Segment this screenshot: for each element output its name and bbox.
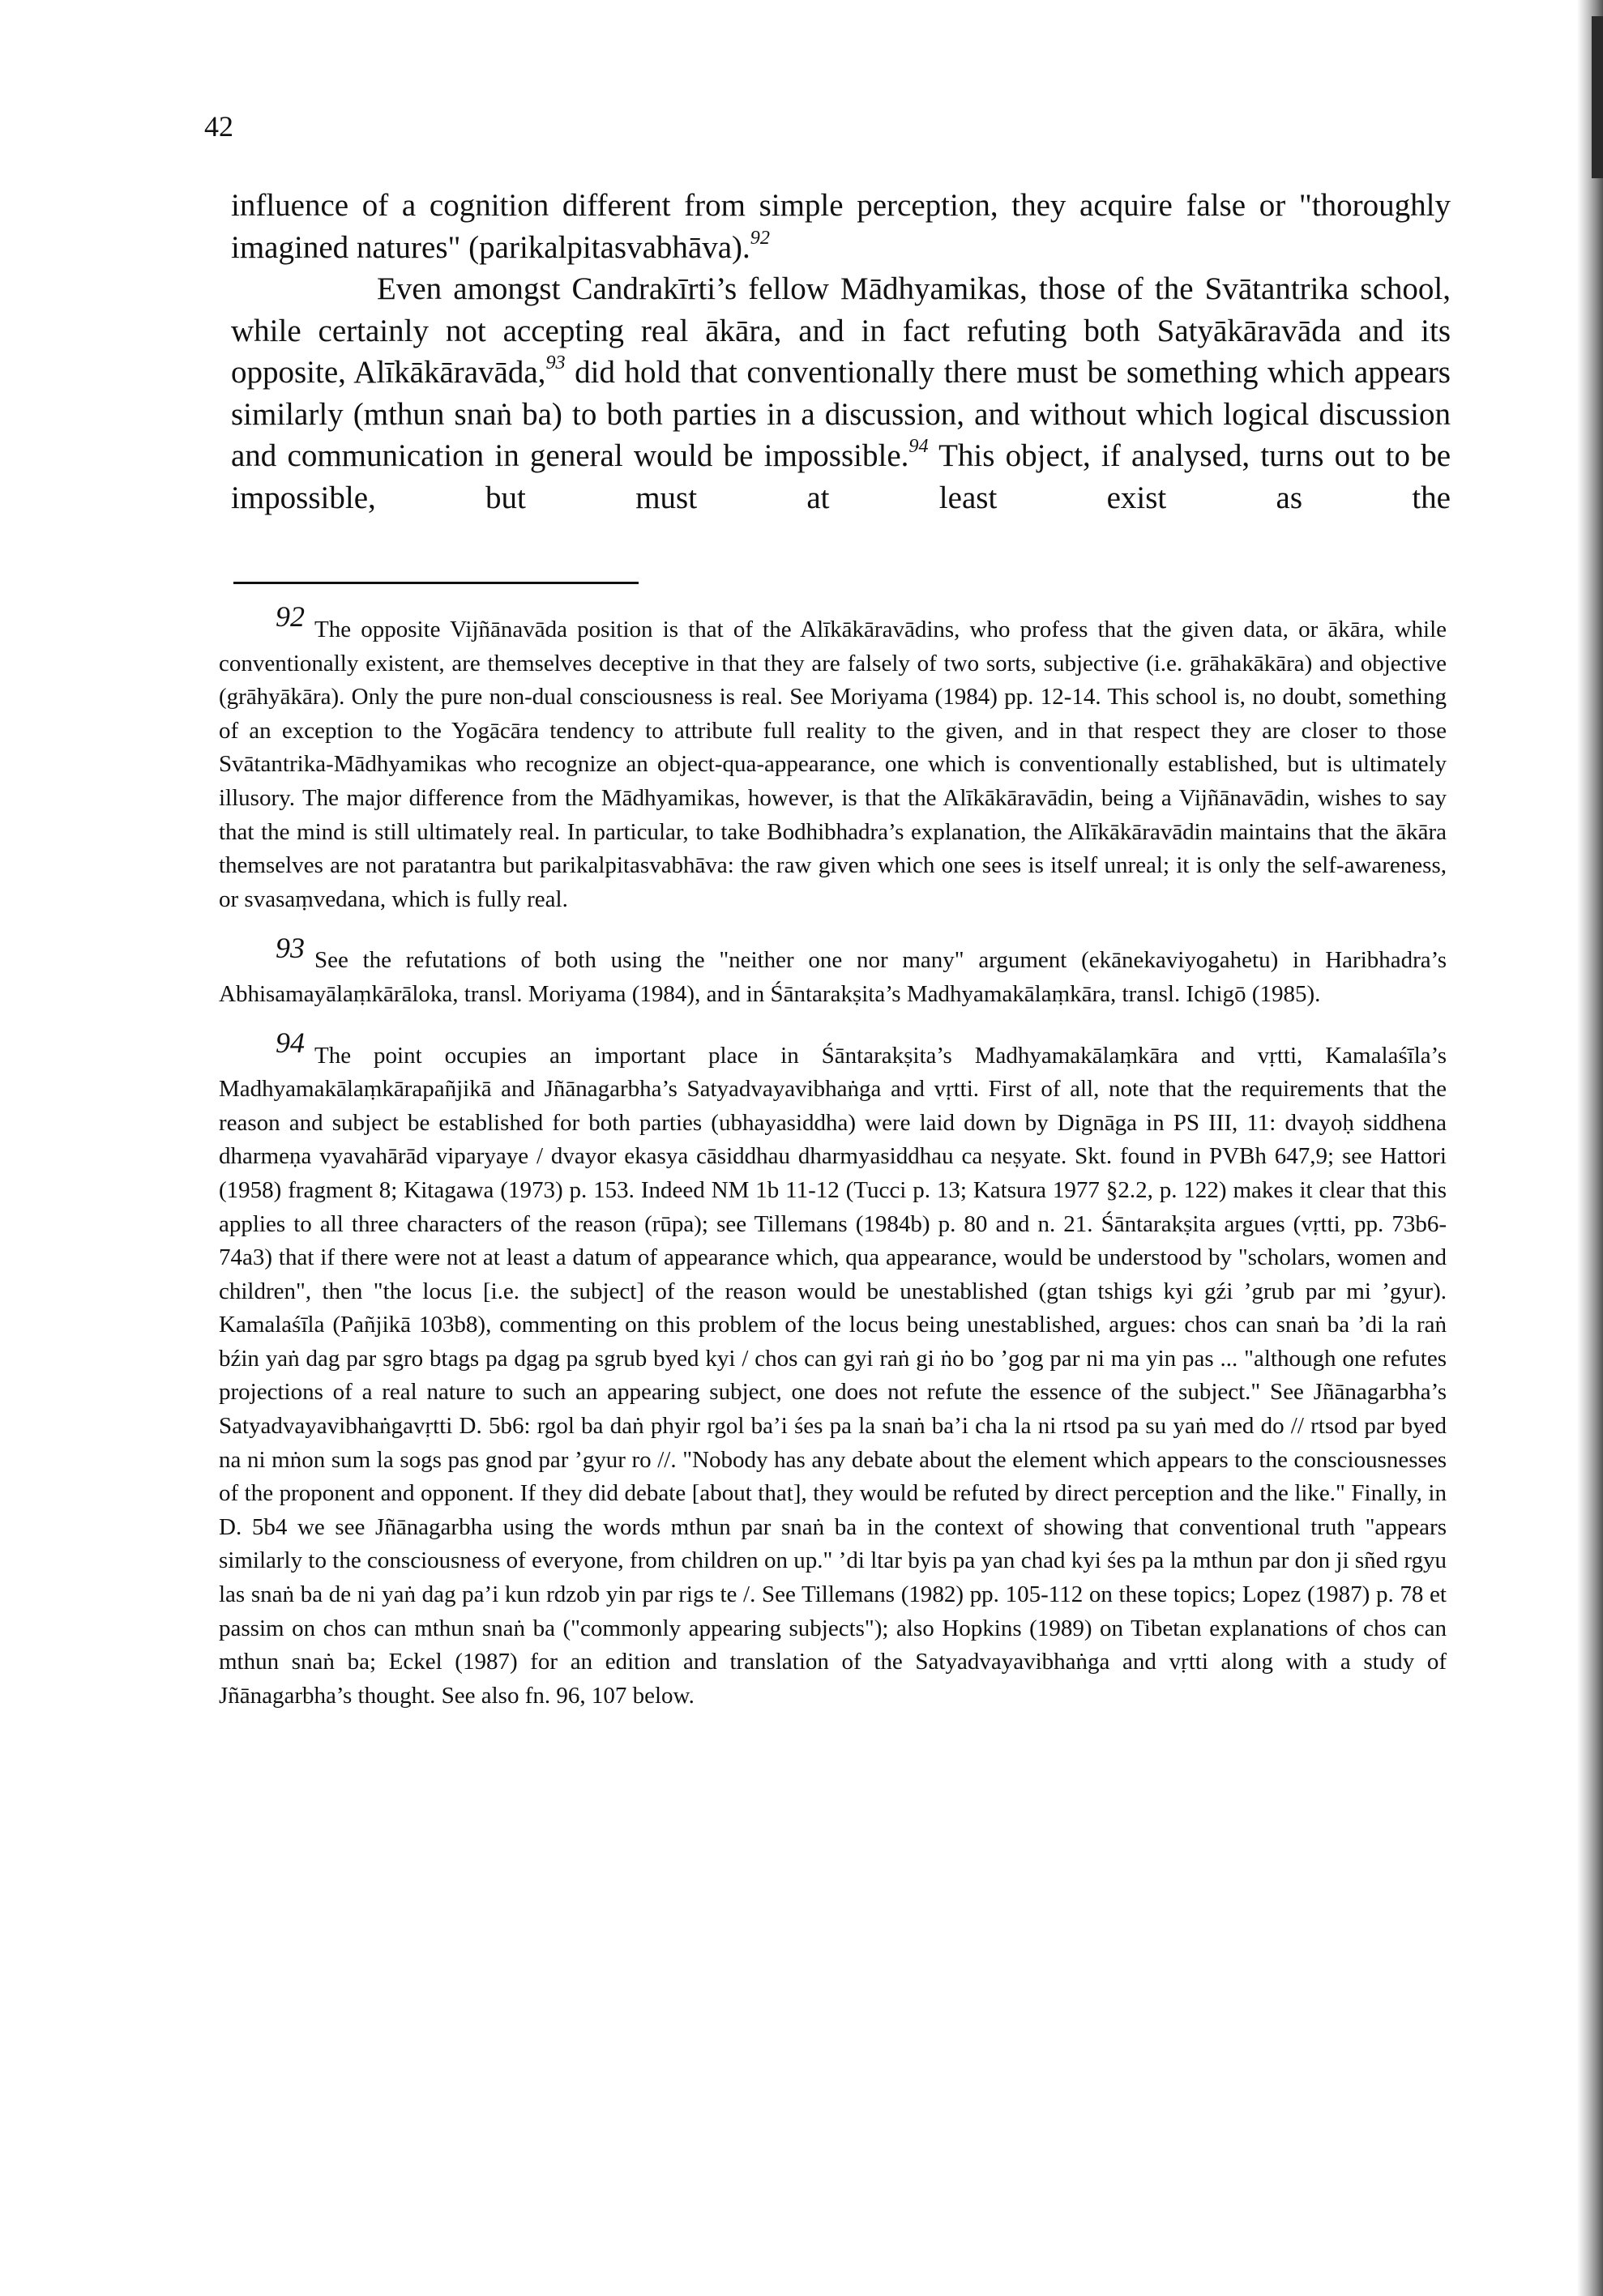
paragraph-2 [231, 268, 1451, 519]
footnote-number: 94 [276, 1026, 305, 1059]
paragraph-2-text-a: Even amongst Candrakīrti’s fellow Mādhyamikas, those of the Svātantrika school, while certainly not accepting real ākāra, and in fact refuting both Satyākāravāda and its opposite, Alīkākāravāda, [231, 271, 1451, 390]
footnote-92 [219, 600, 1447, 916]
paragraph-2-text-b: did hold that conventionally there must be something which appears similarly (mthun snaṅ ba) to both parties in a discussion, and without which logical discussion and communication in general would be impossible. [231, 355, 1451, 473]
footnote-ref-92: 92 [750, 226, 770, 249]
footnote-number: 93 [276, 931, 305, 964]
paragraph-1 [231, 185, 1451, 268]
footnote-ref-93: 93 [545, 352, 566, 374]
footnotes [219, 600, 1447, 1740]
main-text [231, 185, 1451, 519]
scan-edge-shadow [1577, 0, 1603, 2296]
footnote-93 [219, 931, 1447, 1011]
scan-edge-mark [1592, 16, 1603, 178]
footnote-text: See the refutations of both using the "neither one nor many" argument (ekānekaviyogahetu) in Haribhadra’s Abhisamayālaṃkārāloka, transl. Moriyama (1984), and in Śāntarakṣita’s Madhyamakālaṃkāra, transl. Ichigō (1985). [219, 947, 1447, 1007]
paragraph-1-text: influence of a cognition different from simple perception, they acquire false or "thoroughly imagined natures" (parikalpitasvabhāva). [231, 188, 1451, 265]
footnote-text: The point occupies an important place in Śāntarakṣita’s Madhyamakālaṃkāra and vṛtti, Kamalaśīla’s Madhyamakālaṃkārapañjikā and Jñānagarbha’s Satyadvayavibhaṅga and vṛtti. First of all, note that the requirements that the reason and subject be established for both parties (ubhayasiddha) were laid down by Dignāga in PS III, 11: dvayoḥ siddhena dharmeṇa vyavahārād viparyaye / dvayor ekasya cāsiddhau dharmyasiddhau ca neṣyate. Skt. found in PVBh 647,9; see Hattori (1958) fragment 8; Kitagawa (1973) p. 153. Indeed NM 1b 11-12 (Tucci p. 13; Katsura 1977 §2.2, p. 122) makes it clear that this applies to all three characters of the reason (rūpa); see Tillemans (1984b) p. 80 and n. 21. Śāntarakṣita argues (vṛtti, pp. 73b6-74a3) that if there were not at least a datum of appearance which, qua appearance, would be understood by "scholars, women and children", then "the locus [i.e. the subject] of the reason would be unestablished (gtan tshigs kyi gźi ’grub par mi ’gyur). Kamalaśīla (Pañjikā 103b8), commenting on this problem of the locus being unestablished, argues: chos can snaṅ ba ’di la raṅ bźin yaṅ dag par sgro btags pa dgag pa sgrub byed kyi / chos can gyi raṅ gi ṅo bo ’gog par ni ma yin pas ... "although one refutes projections of a real nature to such an appearing subject, one does not refute the essence of the subject." See Jñānagarbha’s Satyadvayavibhaṅgavṛtti D. 5b6: rgol ba daṅ phyir rgol ba’i śes pa la snaṅ ba’i cha la ni rtsod pa su yaṅ med do // rtsod par byed na ni mṅon sum la sogs pas gnod par ’gyur ro //. "Nobody has any debate about the element which appears to the consciousnesses of the proponent and opponent. If they did debate [about that], they would be refuted by direct perception and the like." Finally, in D. 5b4 we see Jñānagarbha using the words mthun par snaṅ ba in the context of showing that conventional truth "appears similarly to the consciousness of everyone, from children on up." ’di ltar byis pa yan chad kyi śes pa la mthun par don ji sñed rgyu las snaṅ ba de ni yaṅ dag pa’i kun rdzob yin par rigs te /. See Tillemans (1982) pp. 105-112 on these topics; Lopez (1987) p. 78 et passim on chos can mthun snaṅ ba ("commonly appearing subjects"); also Hopkins (1989) on Tibetan explanations of chos can mthun snaṅ ba; Eckel (1987) for an edition and translation of the Satyadvayavibhaṅga and vṛtti along with a study of Jñānagarbha’s thought. See also fn. 96, 107 below. [219, 1042, 1447, 1709]
footnote-number: 92 [276, 600, 305, 634]
footnote-94 [219, 1026, 1447, 1713]
footnote-divider [233, 582, 639, 584]
footnote-text: The opposite Vijñānavāda position is that of the Alīkākāravādins, who profess that the given data, or ākāra, while conventionally existent, are themselves deceptive in that they are falsely of two sorts, subjective (i.e. grāhakākāra) and objective (grāhyākāra). Only the pure non-dual consciousness is real. See Moriyama (1984) pp. 12-14. This school is, no doubt, something of an exception to the Yogācāra tendency to attribute full reality to the given, and in that respect they are closer to those Svātantrika-Mādhyamikas who recognize an object-qua-appearance, one which is conventionally established, but is ultimately illusory. The major difference from the Mādhyamikas, however, is that the Alīkākāravādin, being a Vijñānavādin, wishes to say that the mind is still ultimately real. In particular, to take Bodhibhadra’s explanation, the Alīkākāravādin maintains that the ākāra themselves are not paratantra but parikalpitasvabhāva: the raw given which one sees is itself unreal; it is only the self-awareness, or svasaṃvedana, which is fully real. [219, 617, 1447, 912]
page-number: 42 [204, 110, 233, 143]
footnote-ref-94: 94 [908, 435, 929, 458]
paragraph-2-text-c: This object, if analysed, turns out to be impossible, but must at least exist as the [231, 438, 1451, 515]
